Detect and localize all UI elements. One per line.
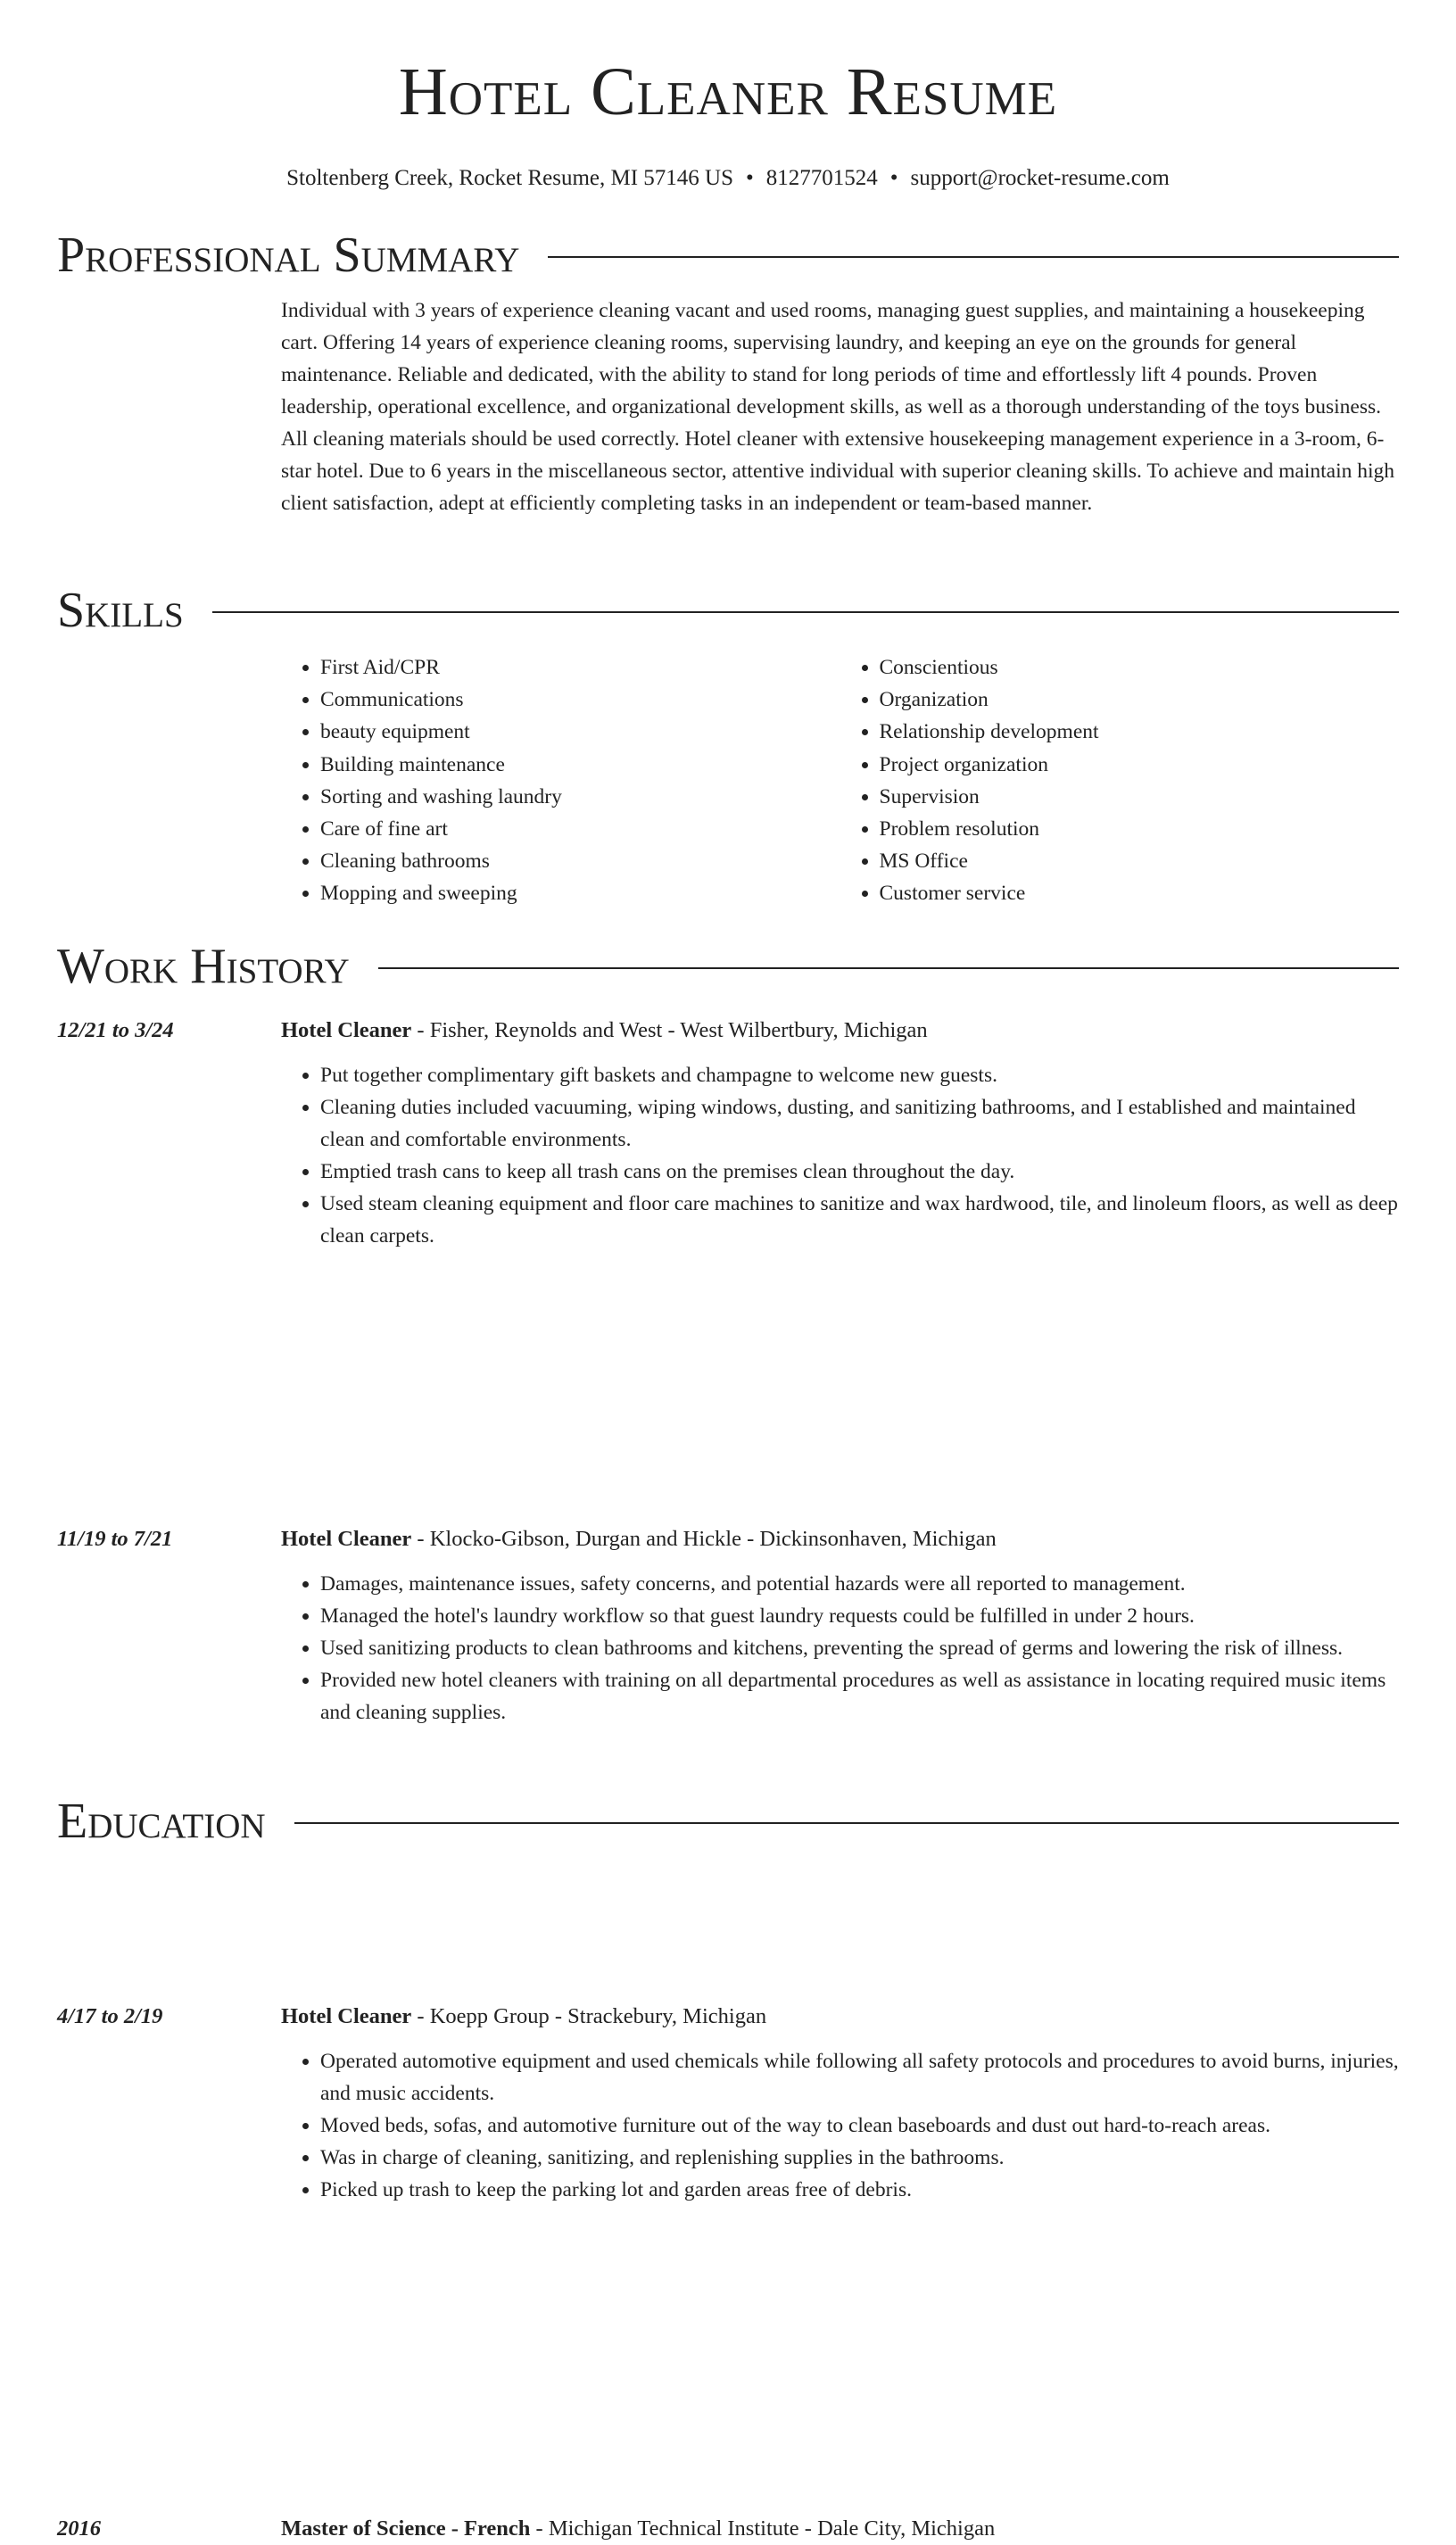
summary-section <box>57 227 1399 519</box>
job-header <box>57 1015 1399 1047</box>
resume-title: Hotel Cleaner Resume <box>398 54 1058 129</box>
job-title: Hotel Cleaner <box>281 1527 412 1551</box>
skill-item: • Supervision <box>880 781 1400 813</box>
education-section <box>57 1793 1399 1850</box>
job-entry <box>57 2001 1399 2206</box>
section-divider <box>378 967 1399 969</box>
section-divider <box>548 256 1399 258</box>
education-heading: Education <box>57 1794 266 1849</box>
education-header <box>57 2513 1399 2545</box>
summary-heading-row <box>57 227 1399 284</box>
job-employer: - Koepp Group - Strackebury, Michigan <box>411 2004 767 2028</box>
job-date: 12/21 to 3/24 <box>57 1018 174 1042</box>
skill-item: • beauty equipment <box>320 716 840 748</box>
job-heading <box>281 1523 997 1555</box>
contact-separator: • <box>889 166 898 190</box>
summary-content <box>281 284 1399 519</box>
job-bullet: • Put together complimentary gift baskets and champagne to welcome new guests. <box>320 1059 1399 1091</box>
job-bullet: • Moved beds, sofas, and automotive furniture out of the way to clean baseboards and dust out hard-to-reach areas. <box>320 2110 1399 2142</box>
job-heading <box>281 2001 766 2033</box>
section-divider <box>294 1822 1399 1824</box>
work-history-section <box>57 938 1399 995</box>
job-date: 4/17 to 2/19 <box>57 2004 163 2028</box>
education-school: - Michigan Technical Institute - Dale City, Michigan <box>530 2516 996 2541</box>
job-title: Hotel Cleaner <box>281 1018 412 1042</box>
contact-address: Stoltenberg Creek, Rocket Resume, MI 57146 US <box>286 166 734 190</box>
job-entry <box>57 1015 1399 1252</box>
skill-item: • First Aid/CPR <box>320 651 840 684</box>
skills-list-right <box>840 651 1400 910</box>
job-bullet: • Damages, maintenance issues, safety concerns, and potential hazards were all reported to management. <box>320 1568 1399 1600</box>
job-employer: - Fisher, Reynolds and West - West Wilbertbury, Michigan <box>411 1018 928 1042</box>
job-bullet-list <box>281 1568 1399 1728</box>
skill-item: • MS Office <box>880 845 1400 877</box>
contact-phone: 8127701524 <box>765 166 878 190</box>
skills-heading-row <box>57 582 1399 639</box>
skill-item: • Building maintenance <box>320 749 840 781</box>
job-header <box>57 2001 1399 2033</box>
skill-item: • Project organization <box>880 749 1400 781</box>
job-bullet: • Cleaning duties included vacuuming, wiping windows, dusting, and sanitizing bathrooms, and I established and maintained clean and comfortable environments. <box>320 1091 1399 1156</box>
job-bullet: • Used steam cleaning equipment and floor care machines to sanitize and wax hardwood, tile, and linoleum floors, as well as deep clean carpets. <box>320 1188 1399 1252</box>
summary-text: Individual with 3 years of experience cleaning vacant and used rooms, managing guest supplies, and maintaining a housekeeping cart. Offering 14 years of experience cleaning rooms, supervising laundry, and keeping an eye on the grounds for general maintenance. Reliable and dedicated, with the ability to stand for long periods of time and effortlessly lift 4 pounds. Proven leadership, operational excellence, and organizational development skills, as well as a thorough understanding of the toys business. All cleaning materials should be used correctly. Hotel cleaner with extensive housekeeping management experience in a 3-room, 6-star hotel. Due to 6 years in the miscellaneous sector, attentive individual with superior cleaning skills. To achieve and maintain high client satisfaction, adept at efficiently completing tasks in an independent or team-based manner. <box>281 299 1395 515</box>
job-bullet: • Managed the hotel's laundry workflow so that guest laundry requests could be fulfilled in under 2 hours. <box>320 1600 1399 1632</box>
work-heading-row <box>57 938 1399 995</box>
job-bullet: • Emptied trash cans to keep all trash cans on the premises clean throughout the day. <box>320 1156 1399 1188</box>
job-bullet: • Operated automotive equipment and used chemicals while following all safety protocols and procedures to avoid burns, injuries, and music accidents. <box>320 2045 1399 2110</box>
skill-item: • Communications <box>320 684 840 716</box>
skill-item: • Relationship development <box>880 716 1400 748</box>
job-title: Hotel Cleaner <box>281 2004 412 2028</box>
skill-item: • Sorting and washing laundry <box>320 781 840 813</box>
section-divider <box>212 611 1399 613</box>
resume-header <box>0 52 1456 193</box>
education-entry <box>57 2513 1399 2545</box>
work-history-heading: Work History <box>57 939 350 994</box>
job-bullet: • Used sanitizing products to clean bathrooms and kitchens, preventing the spread of germs and lowering the risk of illness. <box>320 1632 1399 1664</box>
job-heading <box>281 1015 928 1047</box>
skills-content <box>281 639 1399 910</box>
job-bullet: • Was in charge of cleaning, sanitizing, and replenishing supplies in the bathrooms. <box>320 2142 1399 2174</box>
education-degree: Master of Science - French <box>281 2516 531 2541</box>
job-date: 11/19 to 7/21 <box>57 1527 173 1551</box>
skill-item: • Customer service <box>880 877 1400 909</box>
education-heading-row <box>57 1793 1399 1850</box>
summary-heading: Professional Summary <box>57 228 520 283</box>
skill-item: • Care of fine art <box>320 813 840 845</box>
skill-item: • Organization <box>880 684 1400 716</box>
job-bullet-list <box>281 1059 1399 1252</box>
skills-grid <box>281 639 1399 910</box>
skills-section <box>57 582 1399 910</box>
contact-email: support@rocket-resume.com <box>910 166 1170 190</box>
education-date: 2016 <box>57 2516 101 2541</box>
job-employer: - Klocko-Gibson, Durgan and Hickle - Dickinsonhaven, Michigan <box>411 1527 997 1551</box>
job-header <box>57 1523 1399 1555</box>
job-bullet-list <box>281 2045 1399 2206</box>
skills-list-left <box>281 651 840 910</box>
skill-item: • Conscientious <box>880 651 1400 684</box>
job-bullet: • Provided new hotel cleaners with training on all departmental procedures as well as assistance in locating required music items and cleaning supplies. <box>320 1664 1399 1728</box>
skill-item: • Cleaning bathrooms <box>320 845 840 877</box>
skill-item: • Mopping and sweeping <box>320 877 840 909</box>
job-bullet: • Picked up trash to keep the parking lot and garden areas free of debris. <box>320 2174 1399 2206</box>
skills-heading: Skills <box>57 583 184 638</box>
contact-separator: • <box>746 166 754 190</box>
education-heading-line <box>281 2513 995 2545</box>
contact-line <box>0 164 1456 193</box>
job-entry <box>57 1523 1399 1728</box>
skill-item: • Problem resolution <box>880 813 1400 845</box>
